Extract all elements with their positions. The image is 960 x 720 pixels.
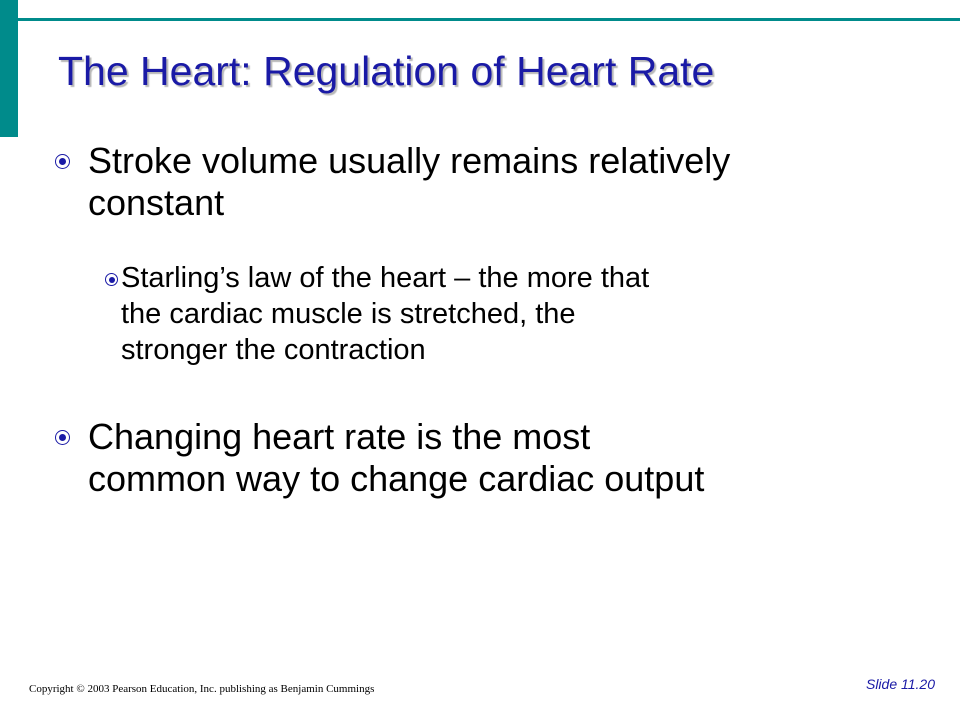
bullet-item-stroke-volume [88,140,730,224]
bullet-line: Stroke volume usually remains relatively [88,140,731,181]
bullet-line: the cardiac muscle is stretched, the [121,298,576,330]
sub-bullet-item-starling-law [121,260,649,368]
copyright-notice: Copyright © 2003 Pearson Education, Inc. publishing as Benjamin Cummings [29,683,375,695]
bullet-line: Starling’s law of the heart – the more that [121,262,650,294]
bullet-line: constant [88,182,225,223]
bullet-item-heart-rate [88,416,704,500]
bullet-line: stronger the contraction [121,334,426,366]
bullet-icon [55,154,70,169]
sub-bullet-icon [105,273,118,286]
bullet-line: common way to change cardiac output [88,458,705,499]
slide-number: Slide 11.20 [865,676,935,692]
bullet-icon [55,430,70,445]
slide-title: The Heart: Regulation of Heart Rate [58,48,715,94]
bullet-line: Changing heart rate is the most [88,416,591,457]
